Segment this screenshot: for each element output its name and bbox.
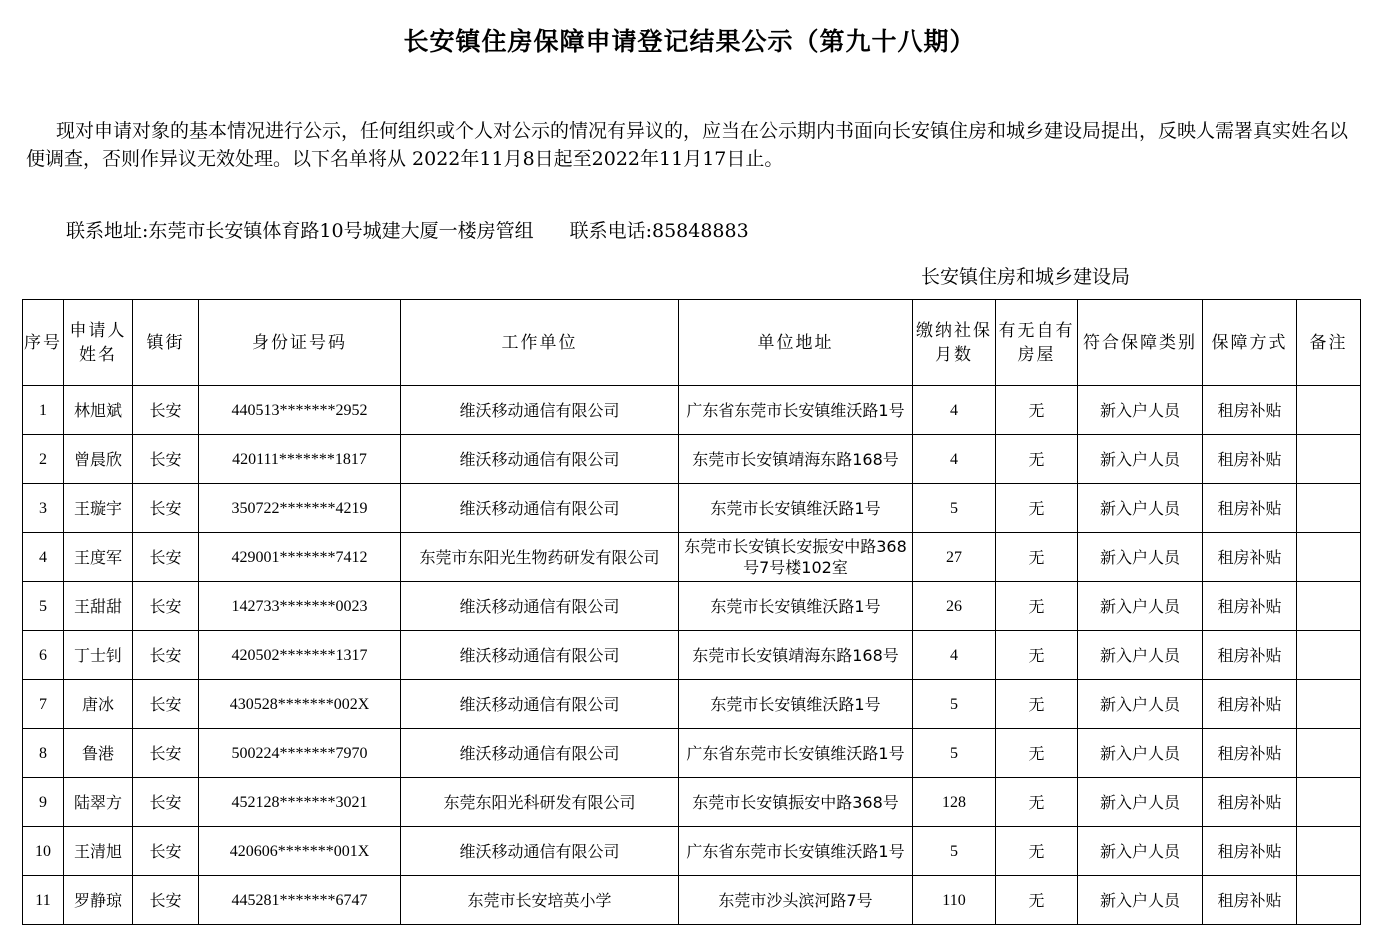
eligibility-category-cell: 新入户人员 <box>1078 386 1203 435</box>
employer-cell: 东莞市长安培英小学 <box>401 876 679 925</box>
row-number-cell: 4 <box>23 533 64 582</box>
id-number-cell: 420111*******1817 <box>199 435 401 484</box>
row-number-cell: 10 <box>23 827 64 876</box>
employer-cell: 东莞市东阳光生物药研发有限公司 <box>401 533 679 582</box>
support-method-cell: 租房补贴 <box>1203 778 1297 827</box>
applicant-name-cell: 鲁港 <box>64 729 133 778</box>
note-cell <box>1297 631 1361 680</box>
owns-house-cell: 无 <box>996 533 1078 582</box>
eligibility-category-cell: 新入户人员 <box>1078 827 1203 876</box>
eligibility-category-cell: 新入户人员 <box>1078 582 1203 631</box>
owns-house-cell: 无 <box>996 484 1078 533</box>
employer-cell: 维沃移动通信有限公司 <box>401 582 679 631</box>
eligibility-category-cell: 新入户人员 <box>1078 533 1203 582</box>
eligibility-category-cell: 新入户人员 <box>1078 484 1203 533</box>
id-number-cell: 429001*******7412 <box>199 533 401 582</box>
note-cell <box>1297 484 1361 533</box>
town-cell: 长安 <box>133 386 199 435</box>
header-cell: 保障方式 <box>1203 300 1297 386</box>
note-cell <box>1297 827 1361 876</box>
support-method-cell: 租房补贴 <box>1203 435 1297 484</box>
id-number-cell: 420606*******001X <box>199 827 401 876</box>
table-row <box>23 533 1361 582</box>
id-number-cell: 350722*******4219 <box>199 484 401 533</box>
note-cell <box>1297 386 1361 435</box>
row-number-cell: 3 <box>23 484 64 533</box>
table-row <box>23 729 1361 778</box>
eligibility-category-cell: 新入户人员 <box>1078 680 1203 729</box>
owns-house-cell: 无 <box>996 729 1078 778</box>
applicant-name-cell: 王甜甜 <box>64 582 133 631</box>
town-cell: 长安 <box>133 778 199 827</box>
support-method-cell: 租房补贴 <box>1203 484 1297 533</box>
header-cell: 备注 <box>1297 300 1361 386</box>
applicant-name-cell: 林旭斌 <box>64 386 133 435</box>
employer-address-cell: 东莞市长安镇维沃路1号 <box>679 680 913 729</box>
note-cell <box>1297 680 1361 729</box>
row-number-cell: 6 <box>23 631 64 680</box>
eligibility-category-cell: 新入户人员 <box>1078 729 1203 778</box>
support-method-cell: 租房补贴 <box>1203 631 1297 680</box>
applicant-name-cell: 王度军 <box>64 533 133 582</box>
header-cell: 符合保障类别 <box>1078 300 1203 386</box>
social-security-months-cell: 5 <box>913 680 996 729</box>
id-number-cell: 452128*******3021 <box>199 778 401 827</box>
applicant-name-cell: 唐冰 <box>64 680 133 729</box>
header-cell: 镇街 <box>133 300 199 386</box>
town-cell: 长安 <box>133 533 199 582</box>
eligibility-category-cell: 新入户人员 <box>1078 778 1203 827</box>
employer-cell: 维沃移动通信有限公司 <box>401 435 679 484</box>
social-security-months-cell: 5 <box>913 827 996 876</box>
support-method-cell: 租房补贴 <box>1203 582 1297 631</box>
header-cell: 申请人姓名 <box>64 300 133 386</box>
support-method-cell: 租房补贴 <box>1203 729 1297 778</box>
notice-paragraph: 现对申请对象的基本情况进行公示，任何组织或个人对公示的情况有异议的，应当在公示期内书面向长安镇住房和城乡建设局提出，反映人需署真实姓名以便调查，否则作异议无效处理。以下名单将从 2022年11月8日起至2022年11月17日止。 <box>26 120 1349 170</box>
support-method-cell: 租房补贴 <box>1203 827 1297 876</box>
employer-cell: 维沃移动通信有限公司 <box>401 386 679 435</box>
table-row <box>23 680 1361 729</box>
table-header-row <box>23 300 1361 386</box>
table-row <box>23 827 1361 876</box>
row-number-cell: 8 <box>23 729 64 778</box>
employer-cell: 维沃移动通信有限公司 <box>401 827 679 876</box>
social-security-months-cell: 5 <box>913 729 996 778</box>
applicant-name-cell: 王清旭 <box>64 827 133 876</box>
social-security-months-cell: 110 <box>913 876 996 925</box>
table-row <box>23 876 1361 925</box>
owns-house-cell: 无 <box>996 435 1078 484</box>
table-row <box>23 484 1361 533</box>
employer-address-cell: 广东省东莞市长安镇维沃路1号 <box>679 386 913 435</box>
note-cell <box>1297 729 1361 778</box>
employer-address-cell: 东莞市长安镇维沃路1号 <box>679 484 913 533</box>
eligibility-category-cell: 新入户人员 <box>1078 435 1203 484</box>
eligibility-category-cell: 新入户人员 <box>1078 631 1203 680</box>
owns-house-cell: 无 <box>996 778 1078 827</box>
employer-address-cell: 广东省东莞市长安镇维沃路1号 <box>679 827 913 876</box>
applicant-name-cell: 陆翠方 <box>64 778 133 827</box>
row-number-cell: 1 <box>23 386 64 435</box>
employer-address-cell: 东莞市长安镇靖海东路168号 <box>679 631 913 680</box>
employer-address-cell: 东莞市长安镇振安中路368号 <box>679 778 913 827</box>
employer-cell: 维沃移动通信有限公司 <box>401 680 679 729</box>
owns-house-cell: 无 <box>996 680 1078 729</box>
note-cell <box>1297 533 1361 582</box>
contact-phone: 联系电话:85848883 <box>569 220 749 242</box>
table-row <box>23 582 1361 631</box>
support-method-cell: 租房补贴 <box>1203 533 1297 582</box>
employer-address-cell: 东莞市长安镇靖海东路168号 <box>679 435 913 484</box>
header-cell: 单位地址 <box>679 300 913 386</box>
town-cell: 长安 <box>133 876 199 925</box>
row-number-cell: 5 <box>23 582 64 631</box>
support-method-cell: 租房补贴 <box>1203 680 1297 729</box>
owns-house-cell: 无 <box>996 631 1078 680</box>
town-cell: 长安 <box>133 729 199 778</box>
town-cell: 长安 <box>133 631 199 680</box>
header-cell: 有无自有房屋 <box>996 300 1078 386</box>
social-security-months-cell: 5 <box>913 484 996 533</box>
town-cell: 长安 <box>133 582 199 631</box>
applicant-name-cell: 罗静琼 <box>64 876 133 925</box>
table-row <box>23 386 1361 435</box>
id-number-cell: 420502*******1317 <box>199 631 401 680</box>
employer-address-cell: 东莞市长安镇长安振安中路368号7号楼102室 <box>679 533 913 582</box>
table-row <box>23 631 1361 680</box>
note-cell <box>1297 778 1361 827</box>
town-cell: 长安 <box>133 484 199 533</box>
social-security-months-cell: 4 <box>913 386 996 435</box>
employer-cell: 维沃移动通信有限公司 <box>401 631 679 680</box>
row-number-cell: 9 <box>23 778 64 827</box>
owns-house-cell: 无 <box>996 827 1078 876</box>
header-cell: 身份证号码 <box>199 300 401 386</box>
applicant-name-cell: 丁士钊 <box>64 631 133 680</box>
id-number-cell: 430528*******002X <box>199 680 401 729</box>
social-security-months-cell: 26 <box>913 582 996 631</box>
support-method-cell: 租房补贴 <box>1203 876 1297 925</box>
table-row <box>23 435 1361 484</box>
note-cell <box>1297 582 1361 631</box>
employer-address-cell: 东莞市长安镇维沃路1号 <box>679 582 913 631</box>
issuing-bureau: 长安镇住房和城乡建设局 <box>921 266 1131 288</box>
header-cell: 序号 <box>23 300 64 386</box>
table-row <box>23 778 1361 827</box>
employer-cell: 维沃移动通信有限公司 <box>401 484 679 533</box>
note-cell <box>1297 435 1361 484</box>
support-method-cell: 租房补贴 <box>1203 386 1297 435</box>
applicant-table <box>22 299 1361 925</box>
social-security-months-cell: 4 <box>913 435 996 484</box>
header-cell: 工作单位 <box>401 300 679 386</box>
social-security-months-cell: 128 <box>913 778 996 827</box>
header-cell: 缴纳社保月数 <box>913 300 996 386</box>
row-number-cell: 7 <box>23 680 64 729</box>
employer-address-cell: 东莞市沙头滨河路7号 <box>679 876 913 925</box>
page-title: 长安镇住房保障申请登记结果公示（第九十八期） <box>403 27 976 56</box>
social-security-months-cell: 4 <box>913 631 996 680</box>
employer-address-cell: 广东省东莞市长安镇维沃路1号 <box>679 729 913 778</box>
town-cell: 长安 <box>133 435 199 484</box>
applicant-name-cell: 曾晨欣 <box>64 435 133 484</box>
row-number-cell: 11 <box>23 876 64 925</box>
applicant-name-cell: 王璇宇 <box>64 484 133 533</box>
row-number-cell: 2 <box>23 435 64 484</box>
note-cell <box>1297 876 1361 925</box>
id-number-cell: 445281*******6747 <box>199 876 401 925</box>
id-number-cell: 142733*******0023 <box>199 582 401 631</box>
town-cell: 长安 <box>133 680 199 729</box>
id-number-cell: 440513*******2952 <box>199 386 401 435</box>
owns-house-cell: 无 <box>996 876 1078 925</box>
contact-address: 联系地址:东莞市长安镇体育路10号城建大厦一楼房管组 <box>66 220 534 242</box>
id-number-cell: 500224*******7970 <box>199 729 401 778</box>
owns-house-cell: 无 <box>996 386 1078 435</box>
contact-line <box>66 216 749 243</box>
employer-cell: 东莞东阳光科研发有限公司 <box>401 778 679 827</box>
town-cell: 长安 <box>133 827 199 876</box>
eligibility-category-cell: 新入户人员 <box>1078 876 1203 925</box>
social-security-months-cell: 27 <box>913 533 996 582</box>
employer-cell: 维沃移动通信有限公司 <box>401 729 679 778</box>
owns-house-cell: 无 <box>996 582 1078 631</box>
